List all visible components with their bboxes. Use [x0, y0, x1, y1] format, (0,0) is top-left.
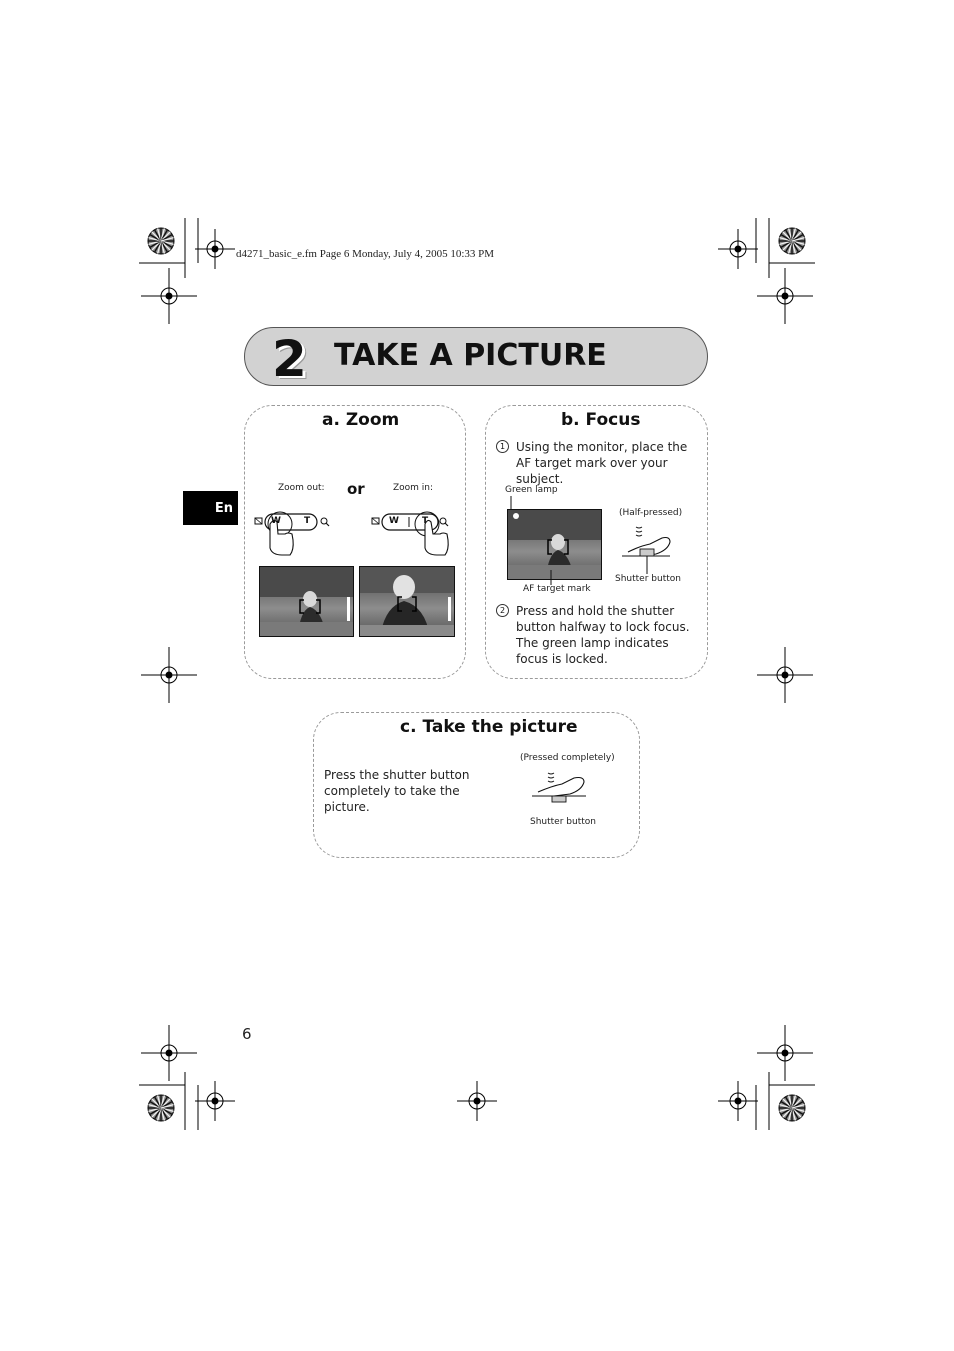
page-number: 6 [242, 1025, 252, 1043]
zoom-out-label: Zoom out: [278, 483, 325, 493]
registration-crosshair [141, 268, 197, 324]
registration-crosshair [757, 1025, 813, 1081]
registration-crosshair [141, 1025, 197, 1081]
language-tab: En [183, 491, 238, 525]
registration-crosshair [718, 229, 758, 269]
registration-starburst [779, 1095, 805, 1121]
registration-starburst [779, 228, 805, 254]
zoom-in-scene [360, 567, 455, 637]
take-shutter-label: Shutter button [530, 817, 596, 827]
registration-starburst [148, 228, 174, 254]
step-2-marker: 2 [496, 604, 509, 617]
registration-crosshair [457, 1081, 497, 1121]
zoom-in-w-key: W [389, 516, 399, 526]
pressed-completely-label: (Pressed completely) [520, 753, 615, 763]
half-pressed-shutter-illustration [620, 524, 676, 576]
step-2-text: Press and hold the shutter button halfway to lock focus. The green lamp indicates focus is locked. [516, 604, 690, 666]
print-header: d4271_basic_e.fm Page 6 Monday, July 4, 2005 10:33 PM [236, 248, 495, 260]
zoom-out-w-key: W [271, 516, 281, 526]
registration-crosshair [757, 268, 813, 324]
registration-crosshair [141, 647, 197, 703]
step-1-marker: 1 [496, 440, 509, 453]
registration-crosshair [195, 229, 235, 269]
zoom-out-monitor-image [259, 566, 354, 637]
half-pressed-label: (Half-pressed) [619, 508, 683, 518]
take-picture-text: Press the shutter button completely to take the picture. [324, 768, 470, 814]
or-label: or [347, 480, 365, 498]
take-picture-title: c. Take the picture [400, 717, 578, 737]
zoom-in-t-key: T [422, 516, 429, 526]
full-pressed-shutter-illustration [530, 770, 592, 818]
registration-crosshair [757, 647, 813, 703]
zoom-title: a. Zoom [322, 410, 400, 430]
focus-shutter-label: Shutter button [615, 574, 681, 584]
green-lamp-label: Green lamp [505, 485, 558, 495]
zoom-out-t-key: T [304, 516, 311, 526]
focus-title: b. Focus [561, 410, 641, 430]
zoom-out-lever-illustration [252, 508, 336, 560]
page-title: TAKE A PICTURE [334, 338, 607, 373]
registration-crosshair [718, 1081, 758, 1121]
chapter-number: 2 [272, 330, 307, 388]
zoom-in-monitor-image [359, 566, 455, 637]
zoom-out-scene [260, 567, 354, 637]
registration-starburst [148, 1095, 174, 1121]
zoom-in-lever-illustration [369, 508, 453, 560]
registration-crosshair [195, 1081, 235, 1121]
step-1-text: Using the monitor, place the AF target mark over your subject. [516, 440, 688, 486]
af-target-label: AF target mark [523, 584, 591, 594]
zoom-in-label: Zoom in: [393, 483, 434, 493]
